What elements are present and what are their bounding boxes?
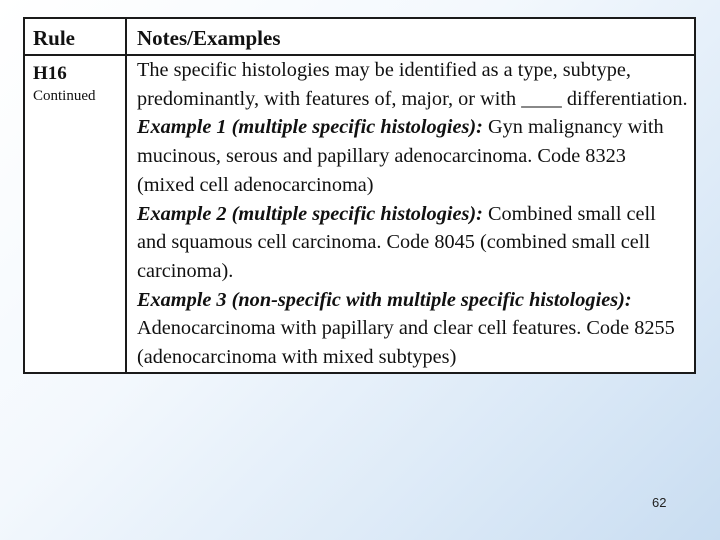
notes-intro: The specific histologies may be identified as a type, subtype, predominantly, with features of, major, or with ____ differentiation. — [137, 59, 688, 110]
rules-table — [23, 17, 696, 374]
rule-continued: Continued — [33, 88, 96, 104]
rule-id: H16 — [33, 63, 67, 84]
example-2-label: Example 2 (multiple specific histologies): — [137, 202, 483, 225]
example-2-text: Combined small cell and squamous cell carcinoma. Code 8045 (combined small cell carcinoma). — [137, 202, 656, 282]
example-1-label: Example 1 (multiple specific histologies): — [137, 116, 483, 139]
header-rule: Rule — [33, 26, 75, 50]
notes-cell — [126, 55, 695, 373]
example-3-label: Example 3 (non-specific with multiple specific histologies): — [137, 288, 632, 311]
table-header-row — [24, 18, 695, 55]
rule-cell — [24, 55, 126, 373]
header-notes-cell — [126, 18, 695, 55]
table-row — [24, 55, 695, 373]
example-3 — [137, 286, 688, 372]
page-number: 62 — [652, 495, 667, 510]
example-1-text: Gyn malignancy with mucinous, serous and papillary adenocarcinoma. Code 8323 (mixed cell adenocarcinoma) — [137, 116, 664, 196]
example-1 — [137, 113, 688, 199]
header-notes: Notes/Examples — [137, 26, 281, 50]
header-rule-cell — [24, 18, 126, 55]
example-2 — [137, 200, 688, 286]
example-3-text: Adenocarcinoma with papillary and clear cell features. Code 8255 (adenocarcinoma with mixed subtypes) — [137, 317, 675, 369]
